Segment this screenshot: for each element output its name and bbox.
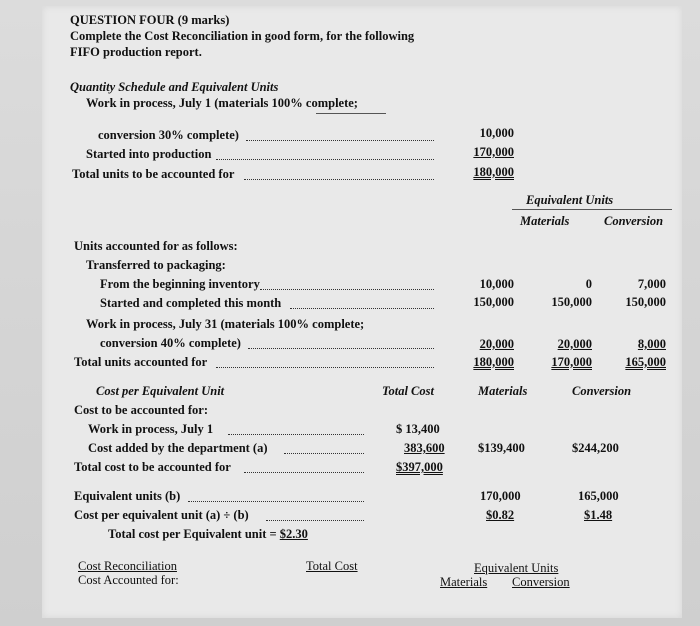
leader-dots <box>248 348 434 349</box>
cost-to-account-label: Cost to be accounted for: <box>74 403 209 417</box>
eu-conversion: 7,000 <box>637 277 666 291</box>
qs-row-label: Total units to be accounted for <box>72 167 235 181</box>
materials-header: Materials <box>478 384 528 398</box>
leader-dots <box>284 453 364 454</box>
eu-conversion: 8,000 <box>637 337 666 351</box>
wip-july1-total: $ 13,400 <box>396 422 440 436</box>
leader-dots <box>244 472 364 473</box>
total-cost-label: Total cost to be accounted for <box>74 460 231 474</box>
recon-conversion-header: Conversion <box>512 575 570 589</box>
transferred-label: Transferred to packaging: <box>86 258 226 272</box>
total-cost-value: $397,000 <box>396 460 443 474</box>
eu-units: 180,000 <box>473 355 514 369</box>
cost-added-label: Cost added by the department (a) <box>88 441 268 455</box>
leader-dots <box>266 520 364 521</box>
leader-dots <box>246 140 434 141</box>
instruction-line-2: FIFO production report. <box>70 45 202 59</box>
leader-dots <box>216 367 434 368</box>
eu-row-label: conversion 40% complete) <box>100 336 241 350</box>
wip-july1-label: Work in process, July 1 <box>88 422 214 436</box>
eu-b-materials: 170,000 <box>480 489 521 503</box>
eu-header-rule <box>512 209 672 210</box>
eu-row-label: Total units accounted for <box>74 355 208 369</box>
eu-b-label: Equivalent units (b) <box>74 489 181 503</box>
leader-dots <box>188 501 364 502</box>
reconciliation-title: Cost Reconciliation <box>78 559 177 573</box>
leader-dots <box>228 434 364 435</box>
cost-added-total: 383,600 <box>404 441 445 455</box>
eu-units: 20,000 <box>479 337 514 351</box>
eu-conversion: 165,000 <box>625 355 666 369</box>
cpeu-materials: $0.82 <box>486 508 515 522</box>
qs-row-label: Work in process, July 1 (materials 100% complete; <box>86 96 358 110</box>
cost-added-conversion: $244,200 <box>572 441 619 455</box>
eu-b-conversion: 165,000 <box>578 489 619 503</box>
eu-materials-header: Materials <box>520 214 570 228</box>
total-cpeu-label: Total cost per Equivalent unit = <box>108 527 280 541</box>
eu-units: 150,000 <box>473 295 514 309</box>
eu-row-label: Started and completed this month <box>100 296 282 310</box>
leader-dots <box>244 179 434 180</box>
qs-row-label: Started into production <box>86 147 212 161</box>
eu-materials: 150,000 <box>551 295 592 309</box>
divider <box>316 113 386 114</box>
recon-total-cost-header: Total Cost <box>306 559 358 573</box>
total-cost-header: Total Cost <box>382 384 434 398</box>
cost-added-materials: $139,400 <box>478 441 525 455</box>
conversion-header: Conversion <box>572 384 632 398</box>
instruction-line-1: Complete the Cost Reconciliation in good form, for the following <box>70 29 415 43</box>
eu-materials: 20,000 <box>557 337 592 351</box>
total-cpeu-value: $2.30 <box>279 527 308 541</box>
eu-row-label: Work in process, July 31 (materials 100% complete; <box>86 317 365 331</box>
qs-row-value: 170,000 <box>473 145 514 159</box>
leader-dots <box>290 308 434 309</box>
cost-accounted-label: Cost Accounted for: <box>78 573 179 587</box>
cpeu-conversion: $1.48 <box>584 508 613 522</box>
section-label: Units accounted for as follows: <box>74 239 238 253</box>
recon-eu-header: Equivalent Units <box>474 561 559 575</box>
cost-per-eu-title: Cost per Equivalent Unit <box>96 384 225 398</box>
recon-materials-header: Materials <box>440 575 488 589</box>
cpeu-label: Cost per equivalent unit (a) ÷ (b) <box>74 508 249 522</box>
eu-row-label: From the beginning inventory <box>100 277 260 291</box>
qs-row-value: 180,000 <box>473 165 514 179</box>
leader-dots <box>216 159 434 160</box>
eu-materials: 170,000 <box>551 355 592 369</box>
eu-conversion: 150,000 <box>625 295 666 309</box>
quantity-schedule-title: Quantity Schedule and Equivalent Units <box>70 80 279 94</box>
eu-header: Equivalent Units <box>526 193 614 207</box>
eu-conversion-header: Conversion <box>604 214 664 228</box>
total-cpeu-line <box>108 527 308 542</box>
eu-units: 10,000 <box>479 277 514 291</box>
eu-materials: 0 <box>585 277 592 291</box>
qs-row-value: 10,000 <box>479 126 514 140</box>
question-title: QUESTION FOUR (9 marks) <box>70 13 230 27</box>
qs-row-label: conversion 30% complete) <box>98 128 239 142</box>
leader-dots <box>260 289 434 290</box>
